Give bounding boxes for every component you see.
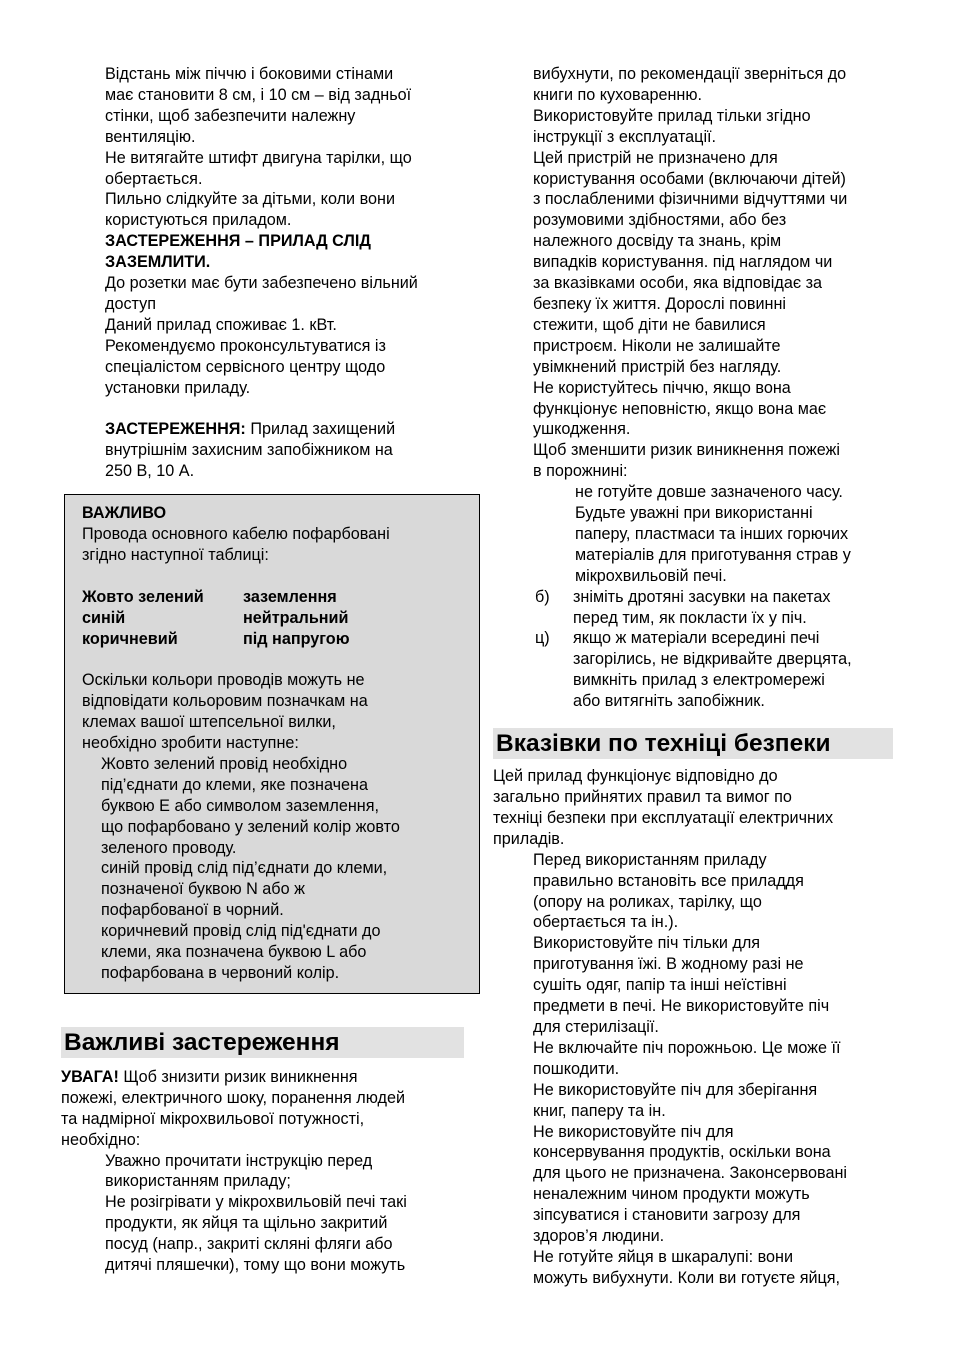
wire-purpose: під напругою <box>243 629 350 648</box>
list-marker: б) <box>535 587 550 606</box>
attention-line <box>61 1067 466 1088</box>
wire-row <box>82 629 470 650</box>
text-line: зніміть дротяні засувки на пакетах <box>573 587 831 606</box>
text-line: вентиляцію. <box>105 127 196 146</box>
attention-label: УВАГА! <box>61 1067 119 1086</box>
fire-item-a <box>493 482 894 587</box>
safety-items <box>493 850 894 1289</box>
text-line: 250 В, 10 А. <box>105 462 195 481</box>
text-line: Рекомендуємо проконсультуватися із <box>105 336 386 355</box>
text-line: розумовими здібностями, або без <box>533 211 787 230</box>
text-line: загорілись, не відкривайте дверцята, <box>573 650 852 669</box>
text-line: До розетки має бути забезпечено вільний <box>105 274 418 293</box>
attention-text: Щоб знизити ризик виникнення <box>118 1067 358 1086</box>
fuse-warning <box>105 419 466 440</box>
text-line: вимкніть прилад з електромережі <box>573 671 825 690</box>
text-line: техніці безпеки при експлуатації електричних <box>493 808 834 827</box>
text-line: (опору на роликах, тарілку, що <box>533 892 762 911</box>
spacer <box>105 399 466 420</box>
text-line: Не користуйтесь піччю, якщо вона <box>533 378 791 397</box>
fire-item-c <box>493 628 894 712</box>
text-line: книги по куховаренню. <box>533 85 702 104</box>
text-line: установки приладу. <box>105 378 251 397</box>
text-line: належного досвіду та знань, крім <box>533 232 782 251</box>
text-line: правильно встановіть все приладдя <box>533 871 804 890</box>
text-line: коричневий провід слід під'єднати до <box>101 922 381 941</box>
text-line: Даний прилад споживає 1. кВт. <box>105 315 337 334</box>
text-line: посуд (напр., закриті скляні фляги або <box>105 1235 393 1254</box>
text-line: Щоб зменшити ризик виникнення пожежі <box>533 441 840 460</box>
text-line: доступ <box>105 294 156 313</box>
section-heading: Вказівки по техніці безпеки <box>493 728 893 759</box>
text-line: Не використовуйте піч для зберігання <box>533 1080 818 1099</box>
text-line: пофарбована в червоний колір. <box>101 964 340 983</box>
text-line: Не розігрівати у мікрохвильовій печі такі <box>105 1193 407 1212</box>
text-line: з послабленими фізичними відчуттями чи <box>533 190 848 209</box>
text-line: обертається та ін.). <box>533 913 679 932</box>
text-line: внутрішнім захисним запобіжником на <box>105 441 393 460</box>
text-line: продукти, як яйця та щільно закритий <box>105 1214 388 1233</box>
text-line: використанням приладу; <box>105 1172 291 1191</box>
text-line: пошкодити. <box>533 1059 620 1078</box>
text-line: книг, паперу та ін. <box>533 1101 666 1120</box>
text-line: Цей пристрій не призначено для <box>533 148 778 167</box>
left-column <box>61 64 466 1276</box>
text-line: відповідати кольоровим позначкам на <box>82 692 368 711</box>
text-line: клеми, яка позначена буквою L або <box>101 943 367 962</box>
text-line: обертається. <box>105 169 203 188</box>
fire-item-b <box>493 587 894 629</box>
right-column <box>493 64 894 1289</box>
text-line: Перед використанням приладу <box>533 850 767 869</box>
text-line: згідно наступної таблиці: <box>82 545 269 564</box>
text-line: пожежі, електричного шоку, поранення людей <box>61 1088 406 1107</box>
section-heading: Важливі застереження <box>61 1027 464 1058</box>
continued-paragraph <box>493 64 894 482</box>
text-line: паперу, пластмаси та інших горючих <box>575 524 849 543</box>
attention-items <box>61 1151 466 1276</box>
wiring-steps <box>82 754 470 984</box>
text-line: Відстань між піччю і боковими стінами <box>105 65 394 83</box>
text-line: за вказівками особи, яка відповідає за <box>533 274 823 293</box>
text-line: необхідно: <box>61 1130 141 1149</box>
text-line: Не включайте піч порожньою. Це може її <box>533 1038 841 1057</box>
text-line: Цей прилад функціонує відповідно до <box>493 767 778 786</box>
text-line: приготування їжі. В жодному разі не <box>533 955 804 974</box>
text-line: увімкнений пристрій без нагляду. <box>533 357 782 376</box>
text-line: не готуйте довше зазначеного часу. <box>575 483 843 502</box>
important-box <box>64 494 480 994</box>
ground-warning: ЗАСТЕРЕЖЕННЯ – ПРИЛАД СЛІД <box>105 232 371 251</box>
text-line: перед тим, як покласти їх у піч. <box>573 608 807 627</box>
text-line: Жовто зелений провід необхідно <box>101 754 348 773</box>
text-line: для цього не призначена. Законсервовані <box>533 1164 848 1183</box>
text-line: та надмірної мікрохвильової потужності, <box>61 1109 365 1128</box>
text-line: вибухнути, по рекомендації зверніться до <box>533 65 847 83</box>
text-line: спеціалістом сервісного центру щодо <box>105 357 386 376</box>
text-line: дитячі пляшечки), тому що вони можуть <box>105 1256 406 1275</box>
text-line: мікрохвильовій печі. <box>575 566 727 585</box>
text-line: консервування продуктів, оскільки вона <box>533 1143 831 1162</box>
text-line: предмети в печі. Не використовуйте піч <box>533 997 830 1016</box>
text-line: користуються приладом. <box>105 211 292 230</box>
text-line: або витягніть запобіжник. <box>573 692 765 711</box>
wire-color: коричневий <box>82 629 178 648</box>
wire-color: синій <box>82 608 126 627</box>
text-line: стінки, щоб забезпечити належну <box>105 106 356 125</box>
wire-purpose: нейтральний <box>243 608 349 627</box>
text-line: має становити 8 см, і 10 см – від задньої <box>105 85 412 104</box>
text-line: Використовуйте піч тільки для <box>533 934 761 953</box>
text-line: ушкодження. <box>533 420 631 439</box>
text-line: в порожнині: <box>533 462 628 481</box>
text-line: стежити, щоб діти не бавилися <box>533 315 766 334</box>
text-line: Оскільки кольори проводів можуть не <box>82 671 365 690</box>
text-line: Не використовуйте піч для <box>533 1122 734 1141</box>
text-line: безпеку їх життя. Дорослі повинні <box>533 294 787 313</box>
text-line: можуть вибухнути. Коли ви готуєте яйця, <box>533 1268 841 1287</box>
spacer <box>82 566 470 587</box>
text-line: сушіть одяг, папір та інші неїстівні <box>533 976 787 995</box>
text-line: зіпсуватися і становити загрозу для <box>533 1206 801 1225</box>
text-line: функціонує неповністю, якщо вона має <box>533 399 827 418</box>
text-line: Не витягайте штифт двигуна тарілки, що <box>105 148 412 167</box>
wire-row <box>82 587 470 608</box>
text-line: якщо ж матеріали всередині печі <box>573 629 820 648</box>
text-line: матеріалів для приготування страв у <box>575 545 851 564</box>
box-title: ВАЖЛИВО <box>82 504 167 523</box>
text-line: пофарбованої в чорний. <box>101 901 284 920</box>
text-line: користування особами (включаючи дітей) <box>533 169 846 188</box>
text-line: позначеної буквою N або ж <box>101 880 305 899</box>
text-line: для стерилізації. <box>533 1017 659 1036</box>
text-line: неналежним чином продукти можуть <box>533 1185 810 1204</box>
wire-purpose: заземлення <box>243 587 337 606</box>
spacer <box>82 649 470 670</box>
text-line: синій провід слід під’єднати до клеми, <box>101 859 388 878</box>
wire-color: Жовто зелений <box>82 587 204 606</box>
fuse-text: Прилад захищений <box>245 420 396 439</box>
text-line: Використовуйте прилад тільки згідно <box>533 106 811 125</box>
text-line: випадків користування. під наглядом чи <box>533 253 833 272</box>
list-text <box>573 628 894 712</box>
text-line: Уважно прочитати інструкцію перед <box>105 1151 373 1170</box>
text-line: Провода основного кабелю пофарбовані <box>82 525 390 544</box>
text-line: буквою Е або символом заземлення, <box>101 796 380 815</box>
text-line: що пофарбовано у зелений колір жовто <box>101 817 400 836</box>
text-line: клемах вашої штепсельної вилки, <box>82 713 336 732</box>
text-line: зеленого проводу. <box>101 838 237 857</box>
text-line: приладів. <box>493 829 565 848</box>
text-line: пристроєм. Ніколи не залишайте <box>533 336 781 355</box>
intro-paragraph <box>61 64 466 482</box>
text-line: необхідно зробити наступне: <box>82 734 299 753</box>
text-line: Будьте уважні при використанні <box>575 504 813 523</box>
text-line: здоров’я людини. <box>533 1227 665 1246</box>
wire-row <box>82 608 470 629</box>
text-line: Пильно слідкуйте за дітьми, коли вони <box>105 190 395 209</box>
text-line: під’єднати до клеми, яке позначена <box>101 775 368 794</box>
ground-warning: ЗАЗЕМЛИТИ. <box>105 253 211 272</box>
text-line: Не готуйте яйця в шкаралупі: вони <box>533 1247 794 1266</box>
list-text <box>573 587 894 629</box>
list-marker: ц) <box>535 629 550 648</box>
fuse-label: ЗАСТЕРЕЖЕННЯ: <box>105 420 246 439</box>
text-line: загально прийнятих правил та вимог по <box>493 788 792 806</box>
text-line: інструкції з експлуатації. <box>533 127 717 146</box>
